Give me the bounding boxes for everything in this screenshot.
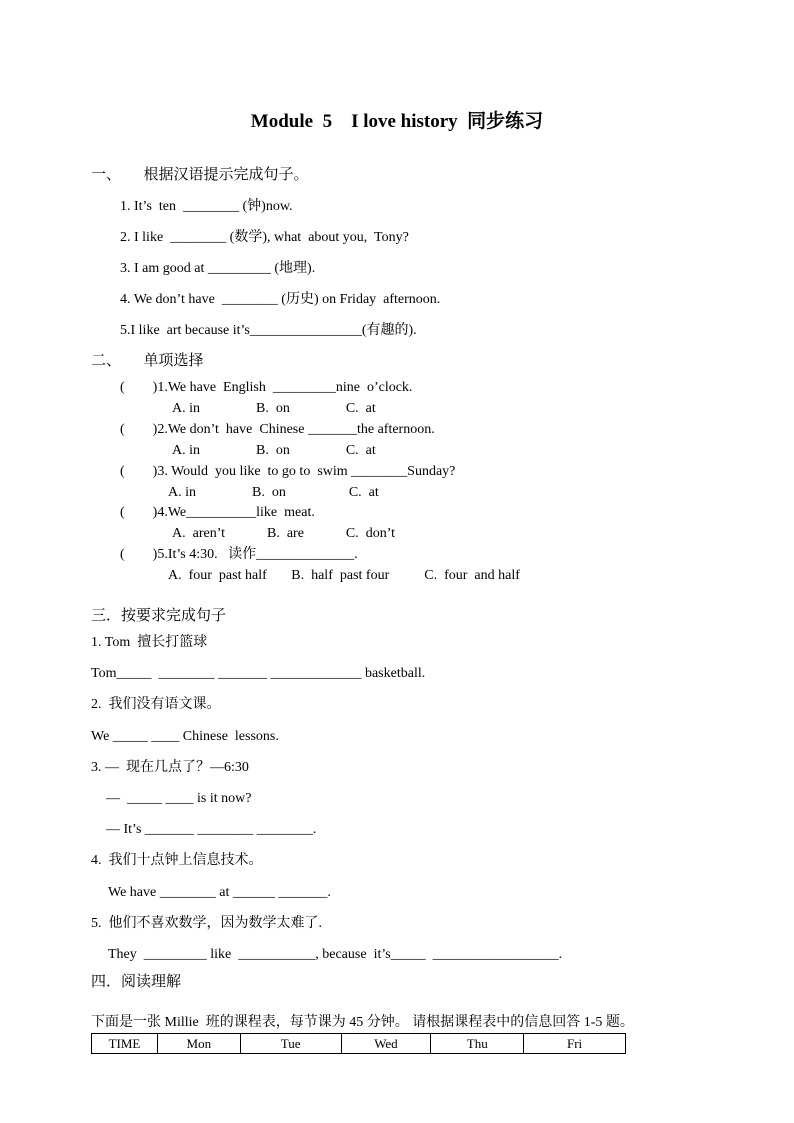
section2-heading: 二、 单项选择 bbox=[91, 353, 204, 369]
schedule-header-fri: Fri bbox=[524, 1034, 626, 1054]
section1-item-4: 4. We don’t have ________ (历史) on Friday afternoon. bbox=[120, 292, 441, 307]
question-4-stem: ( )4.We__________like meat. bbox=[120, 505, 315, 520]
schedule-header-row bbox=[92, 1034, 626, 1054]
section3-answer-2: We _____ ____ Chinese lessons. bbox=[91, 729, 279, 744]
question-5-options: A. four past half B. half past four C. four and half bbox=[168, 568, 520, 583]
question-2-options: A. in B. on C. at bbox=[172, 443, 376, 458]
schedule-table bbox=[91, 1033, 626, 1054]
question-1-options: A. in B. on C. at bbox=[172, 401, 376, 416]
question-4-options: A. aren’t B. are C. don’t bbox=[172, 526, 396, 541]
schedule-header-thu: Thu bbox=[431, 1034, 524, 1054]
schedule-header-time: TIME bbox=[92, 1034, 158, 1054]
section1-item-3: 3. I am good at _________ (地理). bbox=[120, 261, 316, 276]
section3-prompt-5: 5. 他们不喜欢数学，因为数学太难了. bbox=[91, 916, 322, 931]
section1-item-1: 1. It’s ten ________ (钟)now. bbox=[120, 199, 293, 214]
question-3-options: A. in B. on C. at bbox=[168, 485, 379, 500]
section3-answer-1: Tom_____ ________ _______ _____________ basketball. bbox=[91, 666, 426, 681]
question-1-stem: ( )1.We have English _________nine o’clock. bbox=[120, 380, 413, 395]
section1-item-2: 2. I like ________ (数学), what about you, Tony? bbox=[120, 230, 409, 245]
section3-answer-4: We have ________ at ______ _______. bbox=[108, 885, 331, 900]
section3-prompt-2: 2. 我们没有语文课。 bbox=[91, 697, 221, 712]
section1-item-5: 5.I like art because it’s________________(有趣的). bbox=[120, 323, 417, 338]
section3-prompt-1: 1. Tom 擅长打篮球 bbox=[91, 635, 208, 650]
section1-heading: 一、 根据汉语提示完成句子。 bbox=[91, 167, 309, 183]
section3-prompt-4: 4. 我们十点钟上信息技术。 bbox=[91, 853, 263, 868]
question-3-stem: ( )3. Would you like to go to swim ________Sunday? bbox=[120, 464, 456, 479]
schedule-header-tue: Tue bbox=[240, 1034, 341, 1054]
question-2-stem: ( )2.We don’t have Chinese _______the afternoon. bbox=[120, 422, 435, 437]
question-5-stem: ( )5.It’s 4:30. 读作______________. bbox=[120, 547, 358, 562]
section3-answer-5: They _________ like ___________, because it’s_____ __________________. bbox=[108, 947, 563, 962]
section4-intro: 下面是一张 Millie 班的课程表，每节课为 45 分钟。 请根据课程表中的信息回答 1-5 题。 bbox=[91, 1015, 634, 1030]
section3-answer-3b: — It’s _______ ________ ________. bbox=[106, 822, 317, 837]
section3-answer-3a: — _____ ____ is it now? bbox=[106, 791, 252, 806]
page-title: Module 5 I love history 同步练习 bbox=[250, 111, 544, 132]
section3-heading: 三．按要求完成句子 bbox=[91, 608, 227, 624]
schedule-header-wed: Wed bbox=[341, 1034, 431, 1054]
schedule-header-mon: Mon bbox=[157, 1034, 240, 1054]
section3-prompt-3: 3. — 现在几点了？—6:30 bbox=[91, 760, 249, 775]
section4-heading: 四．阅读理解 bbox=[91, 974, 182, 990]
